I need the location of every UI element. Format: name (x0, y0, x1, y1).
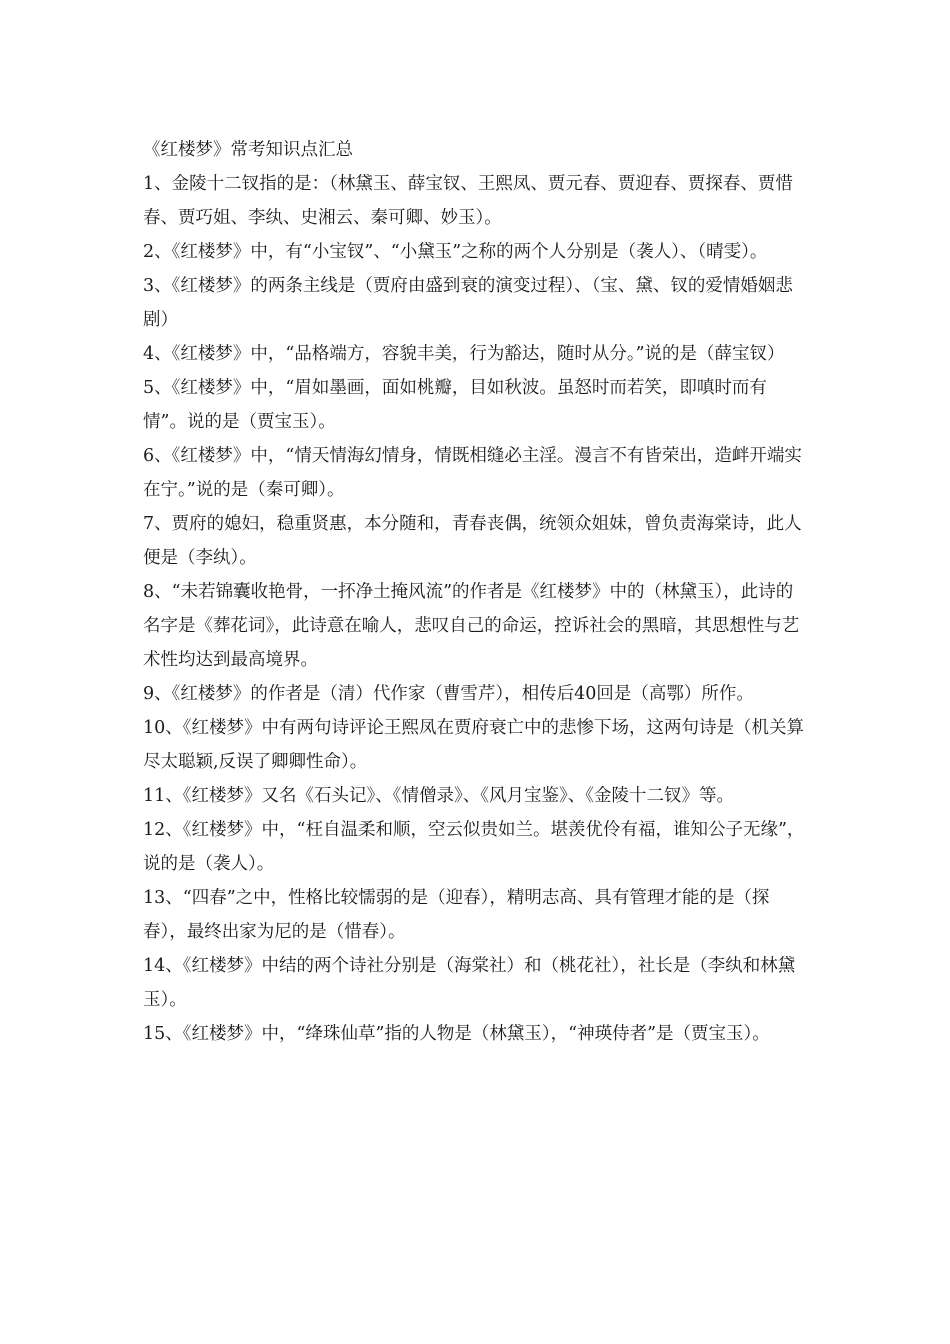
list-item-2: 2、《红楼梦》中，有“小宝钗”、“小黛玉”之称的两个人分别是（袭人）、（晴雯）。 (143, 242, 768, 262)
list-item-3: 3、《红楼梦》的两条主线是（贾府由盛到衰的演变过程）、（宝、黛、钗的爱情婚姻悲剧） (143, 276, 793, 330)
list-item-4: 4、《红楼梦》中，“品格端方，容貌丰美，行为豁达，随时从分。”说的是（薛宝钗） (143, 344, 785, 364)
list-item-15: 15、《红楼梦》中，“绛珠仙草”指的人物是（林黛玉），“神瑛侍者”是（贾宝玉）。 (143, 1024, 770, 1044)
list-item-1: 1、金陵十二钗指的是：（林黛玉、薛宝钗、王熙凤、贾元春、贾迎春、贾探春、贾惜春、贾巧姐、李纨、史湘云、秦可卿、妙玉）。 (143, 174, 793, 228)
list-item-5: 5、《红楼梦》中，“眉如墨画，面如桃瓣，目如秋波。虽怒时而若笑，即嗔时而有情”。说的是（贾宝玉）。 (143, 378, 767, 432)
list-item-6: 6、《红楼梦》中，“情天情海幻情身，情既相缝必主淫。漫言不有皆荣出，造衅开端实在宁。”说的是（秦可卿）。 (143, 446, 802, 500)
list-item-12: 12、《红楼梦》中，“枉自温柔和顺，空云似贵如兰。堪羡优伶有福，谁知公子无缘”，说的是（袭人）。 (143, 820, 805, 874)
document-page (143, 134, 809, 1051)
list-item-10: 10、《红楼梦》中有两句诗评论王熙凤在贾府衰亡中的悲惨下场，这两句诗是（机关算尽太聪颖,反误了卿卿性命）。 (143, 718, 805, 772)
list-item-14: 14、《红楼梦》中结的两个诗社分别是（海棠社）和（桃花社），社长是（李纨和林黛玉）。 (143, 956, 796, 1010)
list-item-8: 8、“未若锦囊收艳骨，一抔净土掩风流”的作者是《红楼梦》中的（林黛玉），此诗的名字是《葬花词》，此诗意在喻人，悲叹自己的命运，控诉社会的黑暗，其思想性与艺术性均达到最高境界。 (143, 582, 800, 670)
list-item-11: 11、《红楼梦》又名《石头记》、《情僧录》、《风月宝鉴》、《金陵十二钗》等。 (143, 786, 735, 806)
list-item-9: 9、《红楼梦》的作者是（清）代作家（曹雪芹），相传后40回是（高鄂）所作。 (143, 684, 754, 704)
list-item-7: 7、贾府的媳妇，稳重贤惠，本分随和，青春丧偶，统领众姐妹，曾负责海棠诗，此人便是（李纨）。 (143, 514, 802, 568)
list-item-13: 13、“四春”之中，性格比较懦弱的是（迎春），精明志高、具有管理才能的是（探春），最终出家为尼的是（惜春）。 (143, 888, 770, 942)
document-title: 《红楼梦》常考知识点汇总 (143, 140, 353, 160)
